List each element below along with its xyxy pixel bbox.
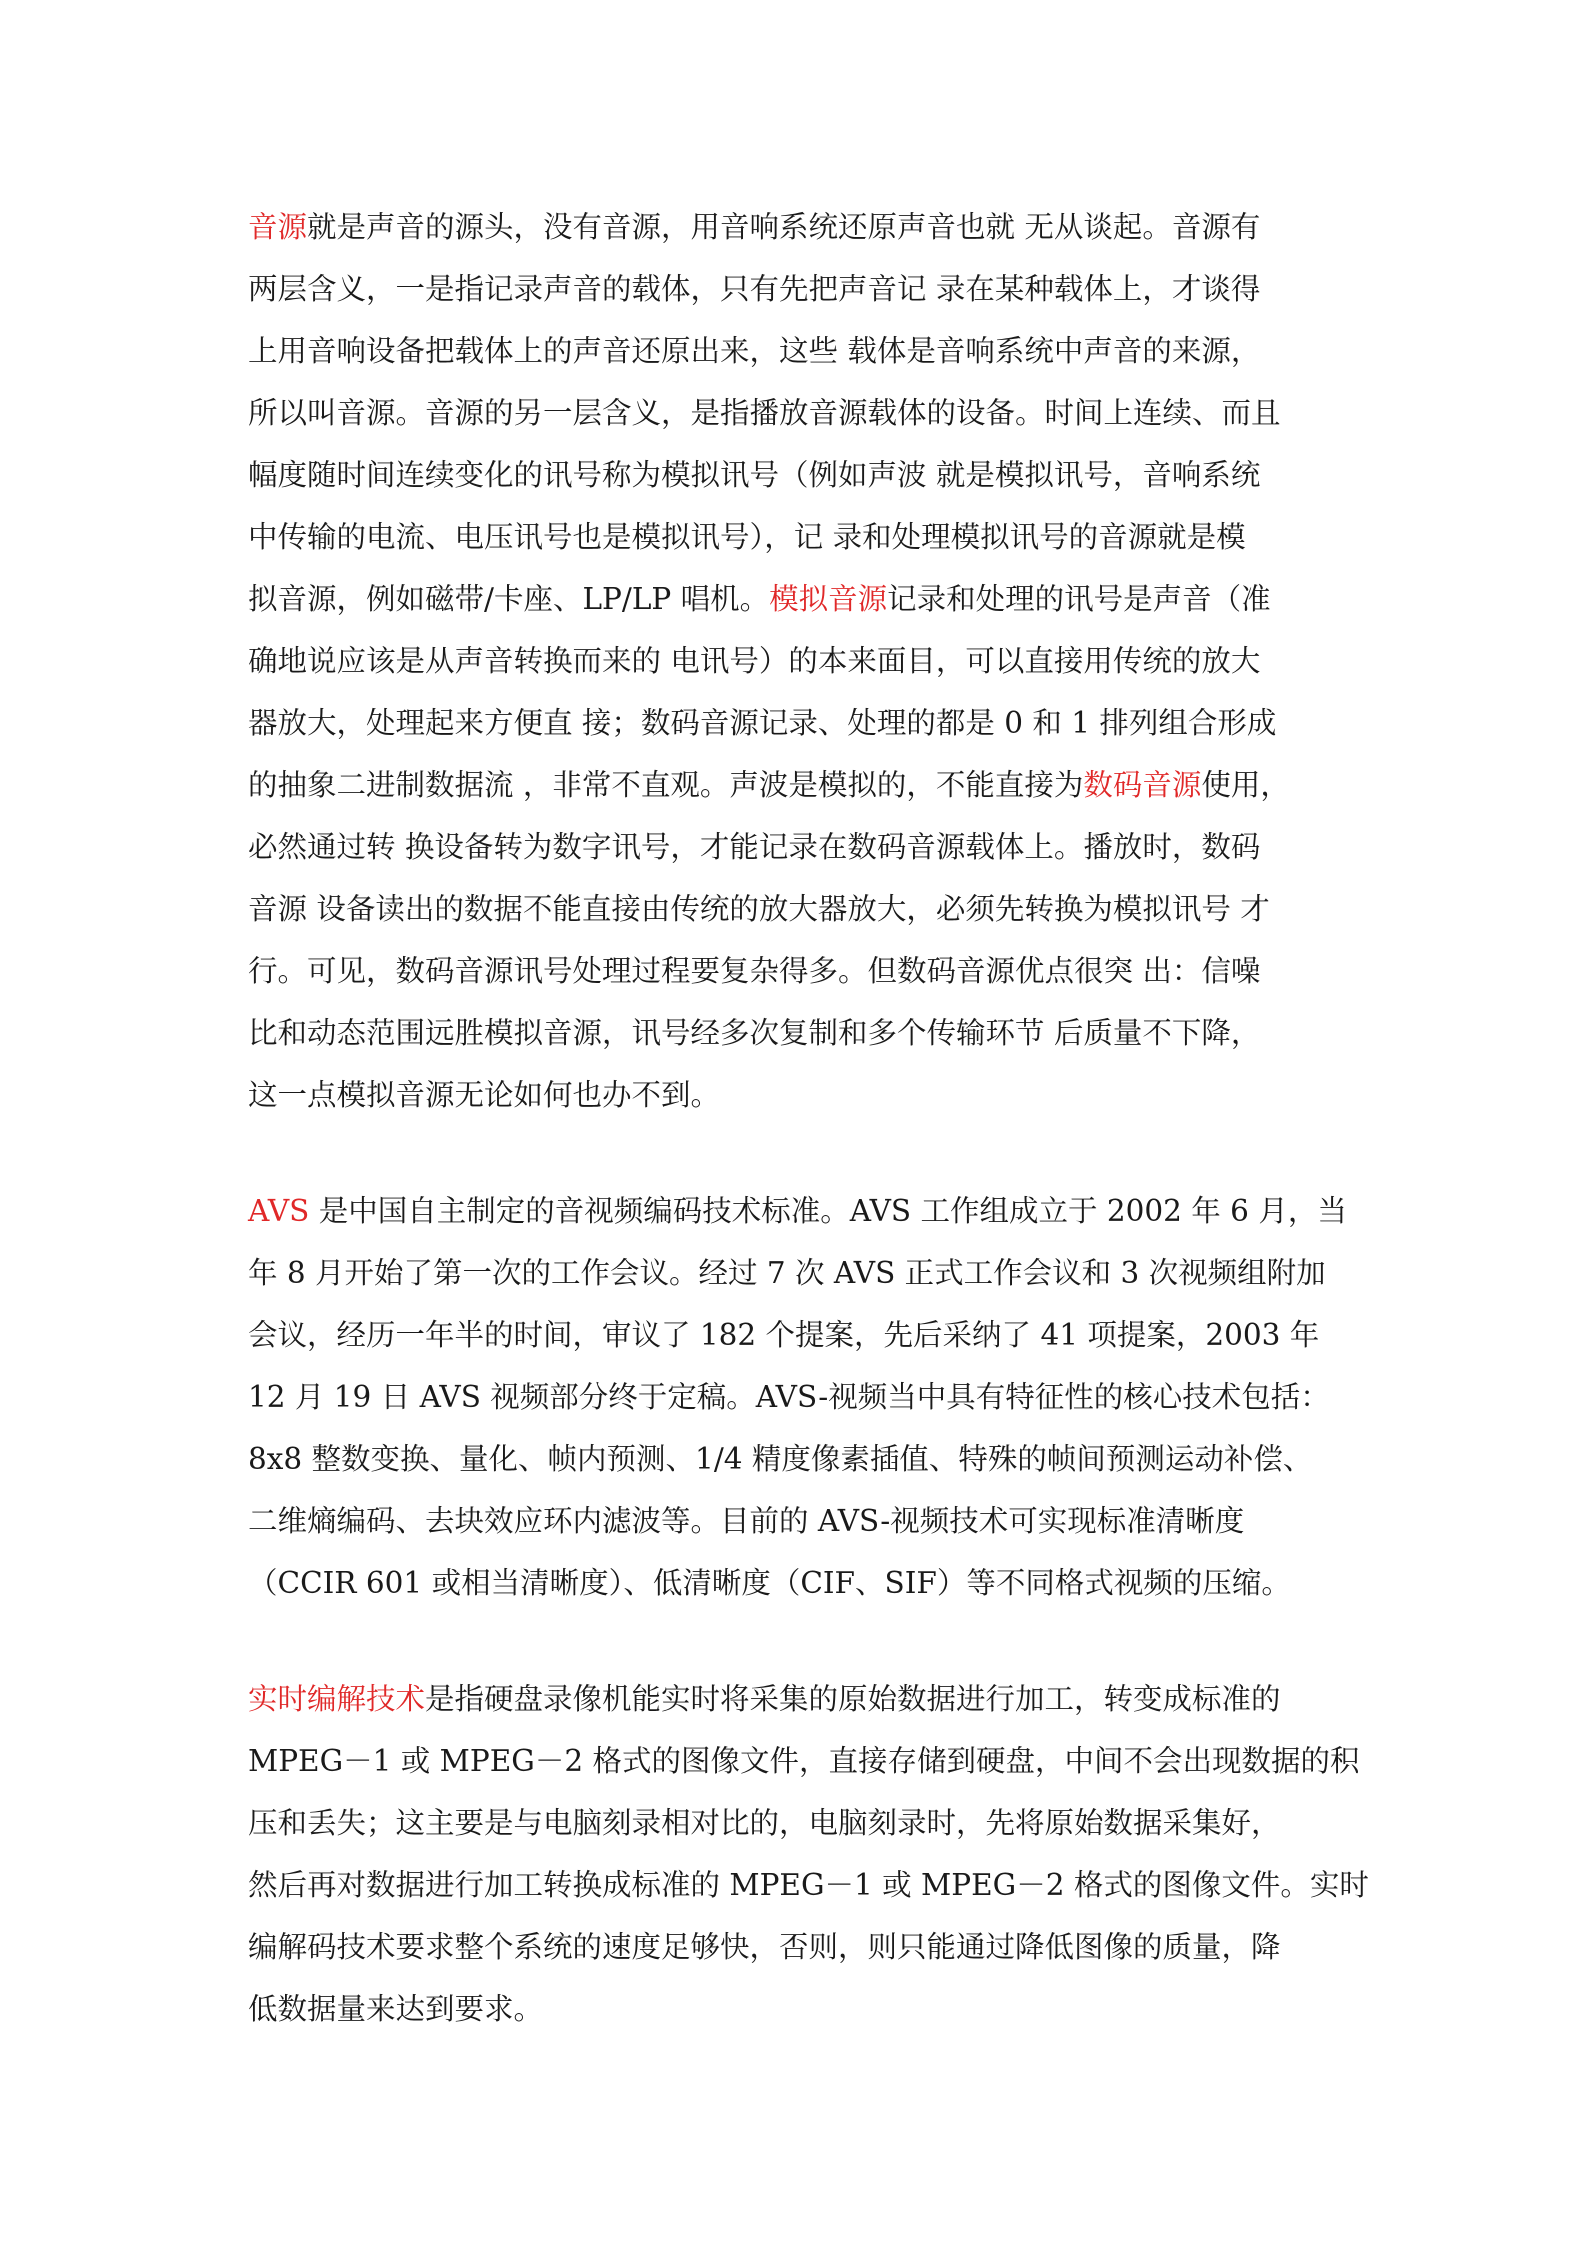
text-line <box>248 1730 1360 1792</box>
text-line <box>248 444 1352 506</box>
text-run: 这一点模拟音源无论如何也办不到。 <box>248 1078 721 1112</box>
text-run: 8x8 整数变换、量化、帧内预测、1/4 精度像素插值、特殊的帧间预测运动补偿、 <box>248 1442 1313 1476</box>
text-line <box>248 1002 1352 1064</box>
text-run: 中传输的电流、电压讯号也是模拟讯号），记 录和处理模拟讯号的音源就是模 <box>248 520 1246 554</box>
text-run: 所以叫音源。音源的另一层含义，是指播放音源载体的设备。时间上连续、而且 <box>248 396 1281 430</box>
paragraph-2 <box>248 1180 1352 1614</box>
text-run: 压和丢失；这主要是与电脑刻录相对比的，电脑刻录时，先将原始数据采集好， <box>248 1806 1281 1840</box>
text-run: 必然通过转 换设备转为数字讯号，才能记录在数码音源载体上。播放时，数码 <box>248 830 1261 864</box>
text-run: （CCIR 601 或相当清晰度）、低清晰度（CIF、SIF）等不同格式视频的压缩。 <box>248 1566 1291 1600</box>
text-run: 确地说应该是从声音转换而来的 电讯号）的本来面目，可以直接用传统的放大 <box>248 644 1261 678</box>
text-run: 年 8 月开始了第一次的工作会议。经过 7 次 AVS 正式工作会议和 3 次视频组附加 <box>248 1256 1326 1290</box>
text-line <box>248 196 1352 258</box>
text-line <box>248 1064 1352 1126</box>
text-line <box>248 1304 1352 1366</box>
text-run: 音源 设备读出的数据不能直接由传统的放大器放大，必须先转换为模拟讯号 才 <box>248 892 1270 926</box>
text-line <box>248 1242 1352 1304</box>
text-run: 的抽象二进制数据流 ，非常不直观。声波是模拟的，不能直接为 <box>248 768 1084 802</box>
highlighted-term: 实时编解技术 <box>248 1682 426 1716</box>
text-run: 记录和处理的讯号是声音（准 <box>887 582 1271 616</box>
text-run: 12 月 19 日 AVS 视频部分终于定稿。AVS-视频当中具有特征性的核心技术包括： <box>248 1380 1330 1414</box>
text-run: 然后再对数据进行加工转换成标准的 MPEG－1 或 MPEG－2 格式的图像文件。实时 <box>248 1868 1369 1902</box>
text-line <box>248 1978 1352 2040</box>
text-line <box>248 1552 1352 1614</box>
text-run: 是指硬盘录像机能实时将采集的原始数据进行加工，转变成标准的 <box>425 1682 1281 1716</box>
text-line <box>248 320 1352 382</box>
text-run: 行。可见，数码音源讯号处理过程要复杂得多。但数码音源优点很突 出：信噪 <box>248 954 1261 988</box>
text-line <box>248 692 1352 754</box>
text-line <box>248 568 1352 630</box>
text-run: 是中国自主制定的音视频编码技术标准。AVS 工作组成立于 2002 年 6 月，当 <box>309 1194 1347 1228</box>
paragraph-1 <box>248 196 1352 1126</box>
text-run: 上用音响设备把载体上的声音还原出来，这些 载体是音响系统中声音的来源， <box>248 334 1261 368</box>
text-line <box>248 1916 1352 1978</box>
text-line <box>248 878 1352 940</box>
text-run: 器放大，处理起来方便直 接；数码音源记录、处理的都是 0 和 1 排列组合形成 <box>248 706 1277 740</box>
text-run: 比和动态范围远胜模拟音源，讯号经多次复制和多个传输环节 后质量不下降， <box>248 1016 1261 1050</box>
paragraph-3 <box>248 1668 1369 2040</box>
text-run: 幅度随时间连续变化的讯号称为模拟讯号（例如声波 就是模拟讯号，音响系统 <box>248 458 1261 492</box>
text-line <box>248 1490 1352 1552</box>
text-line <box>248 506 1352 568</box>
text-line <box>248 816 1352 878</box>
document-body <box>248 196 1369 2094</box>
text-line <box>248 258 1352 320</box>
highlighted-term: 数码音源 <box>1083 768 1202 802</box>
text-run: 编解码技术要求整个系统的速度足够快，否则，则只能通过降低图像的质量，降 <box>248 1930 1281 1964</box>
text-run: MPEG－1 或 MPEG－2 格式的图像文件，直接存储到硬盘，中间不会出现数据的积 <box>248 1744 1360 1778</box>
text-run: 二维熵编码、去块效应环内滤波等。目前的 AVS-视频技术可实现标准清晰度 <box>248 1504 1245 1538</box>
text-line <box>248 940 1352 1002</box>
highlighted-term: 模拟音源 <box>769 582 888 616</box>
text-run: 使用， <box>1201 768 1290 802</box>
text-line <box>248 1428 1352 1490</box>
text-line <box>248 630 1352 692</box>
text-line <box>248 1366 1352 1428</box>
text-line <box>248 1180 1352 1242</box>
text-run: 低数据量来达到要求。 <box>248 1992 544 2026</box>
text-run: 就是声音的源头，没有音源，用音响系统还原声音也就 无从谈起。音源有 <box>307 210 1261 244</box>
text-line <box>248 382 1352 444</box>
text-run: 两层含义，一是指记录声音的载体，只有先把声音记 录在某种载体上，才谈得 <box>248 272 1261 306</box>
text-run: 拟音源，例如磁带/卡座、LP/LP 唱机。 <box>248 582 770 616</box>
text-line <box>248 1668 1352 1730</box>
highlighted-term: 音源 <box>248 210 308 244</box>
text-line <box>248 1792 1352 1854</box>
text-run: 会议，经历一年半的时间，审议了 182 个提案，先后采纳了 41 项提案，2003 年 <box>248 1318 1320 1352</box>
highlighted-term: AVS <box>248 1194 310 1228</box>
text-line <box>248 754 1352 816</box>
text-line <box>248 1854 1369 1916</box>
